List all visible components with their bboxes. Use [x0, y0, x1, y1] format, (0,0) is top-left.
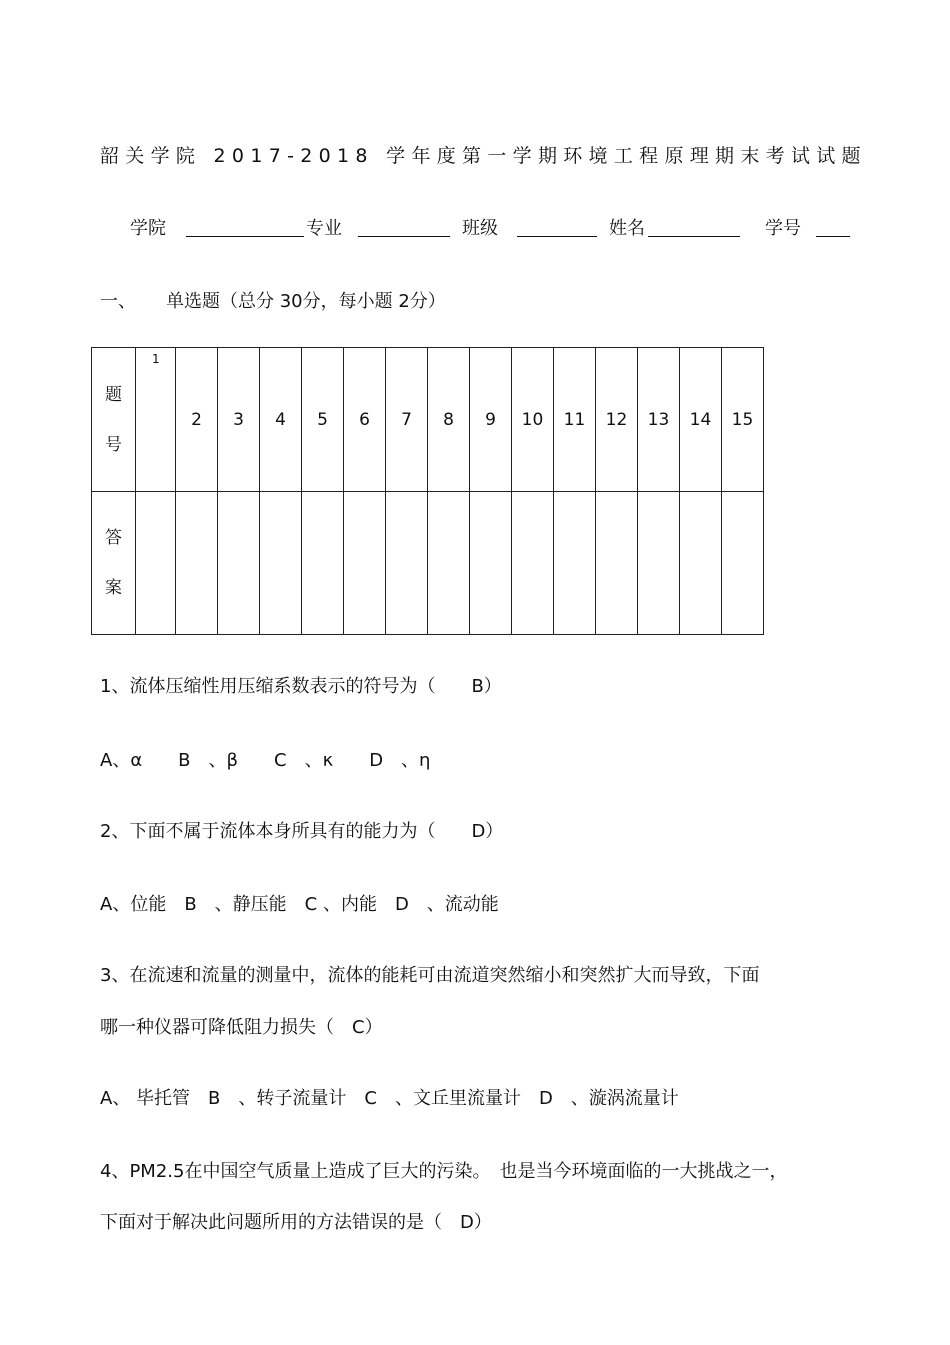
class-label: 班级	[462, 218, 498, 239]
answer-cell[interactable]	[176, 492, 218, 635]
major-label: 专业	[306, 218, 342, 239]
question-2-stem: 2、下面不属于流体本身所具有的能力为（ D）	[100, 821, 504, 842]
question-number-cell: 8	[428, 348, 470, 492]
question-4-stem-cont: 下面对于解决此问题所用的方法错误的是（ D）	[100, 1212, 492, 1233]
answer-cell[interactable]	[386, 492, 428, 635]
answer-table	[91, 347, 764, 635]
answer-cell[interactable]	[260, 492, 302, 635]
question-number-cell	[136, 348, 176, 492]
answer-cell[interactable]	[554, 492, 596, 635]
question-2-options: A、位能 B 、静压能 C 、内能 D 、流动能	[100, 894, 499, 915]
answer-cell[interactable]	[512, 492, 554, 635]
question-number-cell: 12	[596, 348, 638, 492]
row-header-char: 题	[105, 384, 122, 405]
student-info-row	[0, 212, 950, 242]
row-header-char: 案	[105, 578, 122, 598]
question-number-cell: 5	[302, 348, 344, 492]
class-blank[interactable]	[517, 236, 597, 237]
student-id-label: 学号	[765, 218, 801, 239]
college-blank[interactable]	[186, 236, 304, 237]
row-header-answer	[92, 492, 136, 635]
row-header-char: 答	[105, 528, 122, 548]
answer-cell[interactable]	[218, 492, 260, 635]
section-title: 单选题（总分 30分，每小题 2分）	[166, 291, 446, 312]
answer-cell[interactable]	[638, 492, 680, 635]
answer-cell[interactable]	[136, 492, 176, 635]
name-blank[interactable]	[648, 236, 740, 237]
question-number-cell: 15	[722, 348, 764, 492]
answer-cell[interactable]	[596, 492, 638, 635]
question-number-cell: 3	[218, 348, 260, 492]
question-number-cell: 11	[554, 348, 596, 492]
major-blank[interactable]	[358, 236, 450, 237]
student-id-blank[interactable]	[816, 236, 850, 237]
question-number-row	[92, 348, 764, 492]
question-4-stem: 4、PM2.5在中国空气质量上造成了巨大的污染。 也是当今环境面临的一大挑战之一，	[100, 1161, 788, 1182]
answer-row	[92, 492, 764, 635]
row-header-question-number	[92, 348, 136, 492]
question-3-options: A、 毕托管 B 、转子流量计 C 、文丘里流量计 D 、漩涡流量计	[100, 1088, 679, 1109]
college-label: 学院	[130, 218, 166, 239]
row-header-char: 号	[105, 434, 122, 455]
answer-cell[interactable]	[722, 492, 764, 635]
exam-title: 韶关学院 2017-2018 学年度第一学期环境工程原理期末考试试题	[100, 145, 867, 167]
name-label: 姓名	[609, 218, 645, 239]
question-number-cell: 14	[680, 348, 722, 492]
question-3-stem-cont: 哪一种仪器可降低阻力损失（ C）	[100, 1017, 383, 1038]
section-heading	[100, 287, 446, 313]
answer-cell[interactable]	[344, 492, 386, 635]
question-number-cell: 10	[512, 348, 554, 492]
question-number-cell: 6	[344, 348, 386, 492]
question-number-cell: 2	[176, 348, 218, 492]
answer-cell[interactable]	[428, 492, 470, 635]
section-index: 一、	[100, 291, 136, 312]
question-1-options: A、α B 、β C 、κ D 、η	[100, 750, 431, 771]
question-3-stem: 3、在流速和流量的测量中，流体的能耗可由流道突然缩小和突然扩大而导致，下面	[100, 965, 760, 986]
question-number-cell: 4	[260, 348, 302, 492]
question-number-cell: 7	[386, 348, 428, 492]
answer-cell[interactable]	[470, 492, 512, 635]
answer-cell[interactable]	[680, 492, 722, 635]
question-1-stem: 1、流体压缩性用压缩系数表示的符号为（ B）	[100, 676, 502, 697]
answer-cell[interactable]	[302, 492, 344, 635]
question-number-cell: 9	[470, 348, 512, 492]
question-number-cell: 13	[638, 348, 680, 492]
question-number: 1	[152, 352, 160, 366]
